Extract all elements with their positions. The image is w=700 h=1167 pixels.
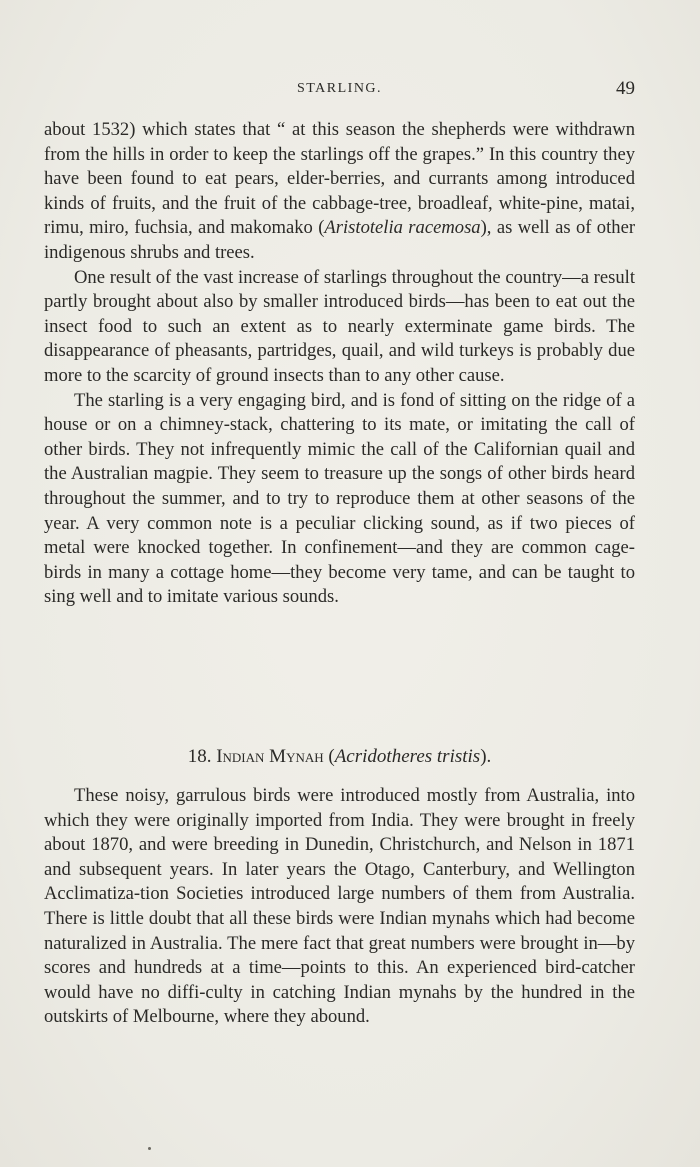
starling-section-text [44,118,635,610]
section-name-word-2: Mynah [269,746,324,767]
scientific-name-acridotheres: Acridotheres tristis [334,746,481,767]
paragraph-fruits [44,118,635,266]
paragraph-mynah-introduction: These noisy, garrulous birds were introduced mostly from Australia, into which they were originally imported from India. They were brought in freely about 1870, and were breeding in Dunedin, Christchurch, and Nelson in 1871 and subsequent years. In later years the Otago, Canterbury, and Wellington Acclimatiza-tion Societies introduced large numbers of them from Australia. There is little doubt that all these birds were Indian mynahs which had become naturalized in Australia. The mere fact that great numbers were brought in—by scores and hundreds at a time—points to this. An experienced bird-catcher would have no diffi-culty in catching Indian mynahs by the hundred in the outskirts of Melbourne, where they abound. [44,785,635,1028]
paragraph-fruits-end: ), as well as of other indigenous shrubs and trees. [44,217,636,263]
paragraph-fruits-start: about 1532) which states that “ at this season the shepherds were withdrawn from the hills in order to keep the starlings off the grapes.” In this country they have been found to eat pears, elder-berries, and currants among introduced kinds of fruits, and the fruit of the cabbage-tree, broadleaf, white-pine, matai, rimu, miro, fuchsia, and makomako ( [44,119,635,239]
section-number: 18. [187,746,212,767]
page-speck [148,1147,151,1150]
section-name-word-1: Indian [216,746,265,767]
running-head [44,78,635,100]
running-title: STARLING. [296,81,383,96]
page-number: 49 [616,78,635,99]
section-heading-indian-mynah [44,746,635,768]
scientific-name-aristotelia: Aristotelia racemosa [324,217,481,239]
open-paren: ( [328,746,335,767]
close-paren: ). [480,746,492,767]
paragraph-engaging-bird: The starling is a very engaging bird, and is fond of sitting on the ridge of a house or on a chimney-stack, chattering to its mate, or imitating the call of other birds. They not infrequently mimic the call of the Californian quail and the Australian magpie. They seem to treasure up the songs of other birds heard throughout the summer, and to try to reproduce them at other seasons of the year. A very common note is a peculiar clicking sound, as if two pieces of metal were knocked together. In confinement—and they are common cage-birds in many a cottage home—they become very tame, and can be taught to sing well and to imitate various sounds. [44,389,635,608]
paragraph-game-birds: One result of the vast increase of starlings throughout the country—a result partly brought about also by smaller introduced birds—has been to eat out the insect food to such an extent as to nearly exterminate game birds. The disappearance of pheasants, partridges, quail, and wild turkeys is probably due more to the scarcity of ground insects than to any other cause. [44,266,635,386]
mynah-section-text [44,784,635,1030]
